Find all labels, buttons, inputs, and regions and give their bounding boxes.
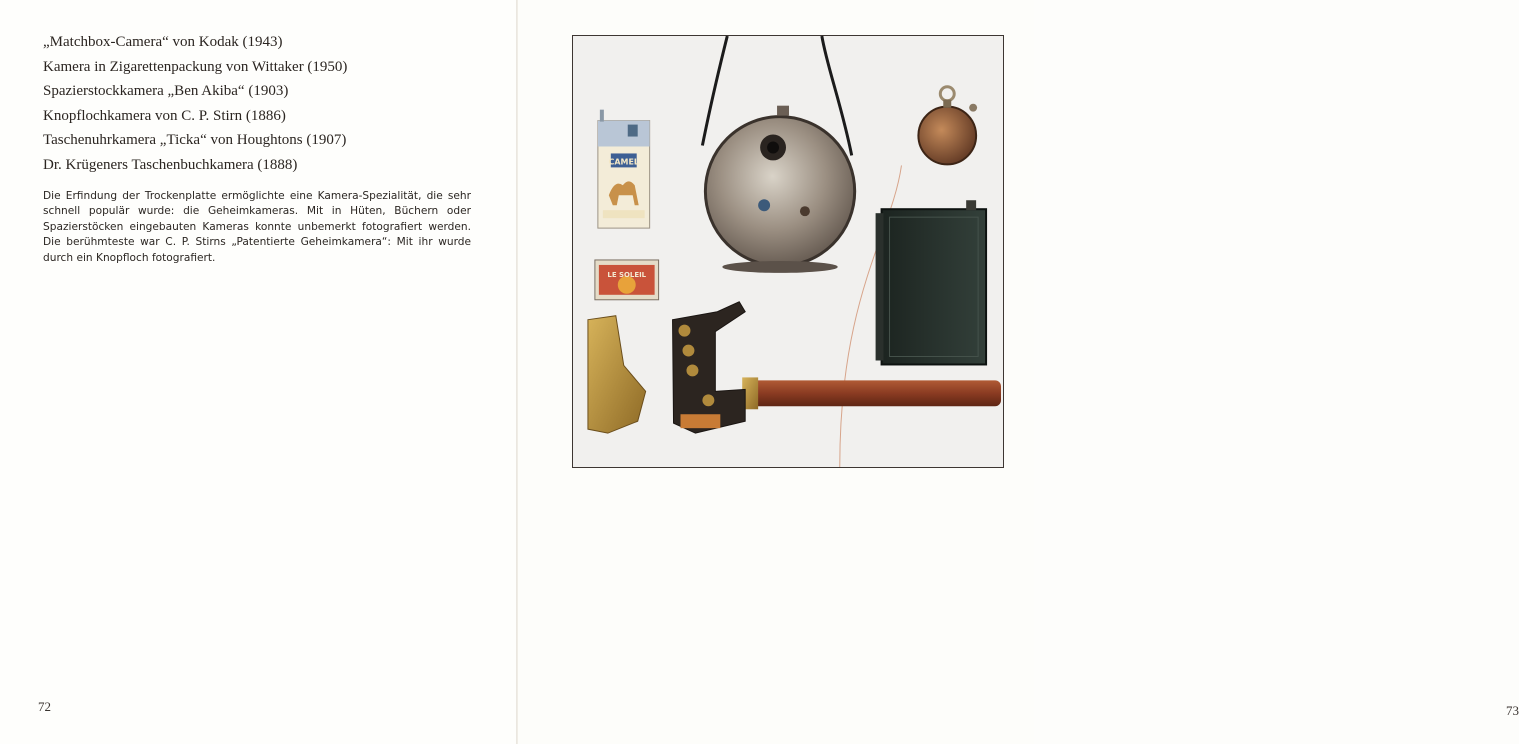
cane-shaft [752,380,1001,406]
caption-list [43,30,347,177]
cigarette-pack-camera [598,110,650,228]
caption-item: Dr. Krügeners Taschenbuchkamera (1888) [43,156,298,173]
page-number-right: 73 [1506,703,1519,718]
pocket-watch-camera [918,87,977,165]
photograph-spy-cameras [572,35,1004,468]
brass-cane-handle [588,316,646,433]
caption-item: Kamera in Zigarettenpackung von Wittaker (1950) [43,58,348,75]
matchbox-brand-label: LE SOLEIL [607,270,647,279]
body-paragraph: Die Erfindung der Trockenplatte ermöglichte eine Kamera-Spezialität, die sehr schnell populär wurde: die Geheimkameras. Mit in Hüten, Büchern oder Spazierstöcken eingebauten Kameras konnte unbemerkt fotografiert werden. Die berühmteste war C. P. Stirns „Patentierte Geheimkamera“: Mit ihr wurde durch ein Knopfloch fotografiert. [43,189,471,264]
caption-item: „Matchbox-Camera“ von Kodak (1943) [43,34,283,50]
strap-left [702,36,727,145]
book-camera [876,200,986,364]
left-page [0,0,516,744]
matchbox-camera [595,260,659,300]
page-number-left: 72 [38,699,51,714]
caption-item: Knopflochkamera von C. P. Stirn (1886) [43,107,286,124]
cigarette-brand-label: CAMEL [608,157,639,167]
caption-item: Spazierstockkamera „Ben Akiba“ (1903) [43,83,289,99]
photo-illustration [573,36,1003,467]
caption-item: Taschenuhrkamera „Ticka“ von Houghtons (1907) [43,132,347,148]
buttonhole-camera [705,106,854,273]
